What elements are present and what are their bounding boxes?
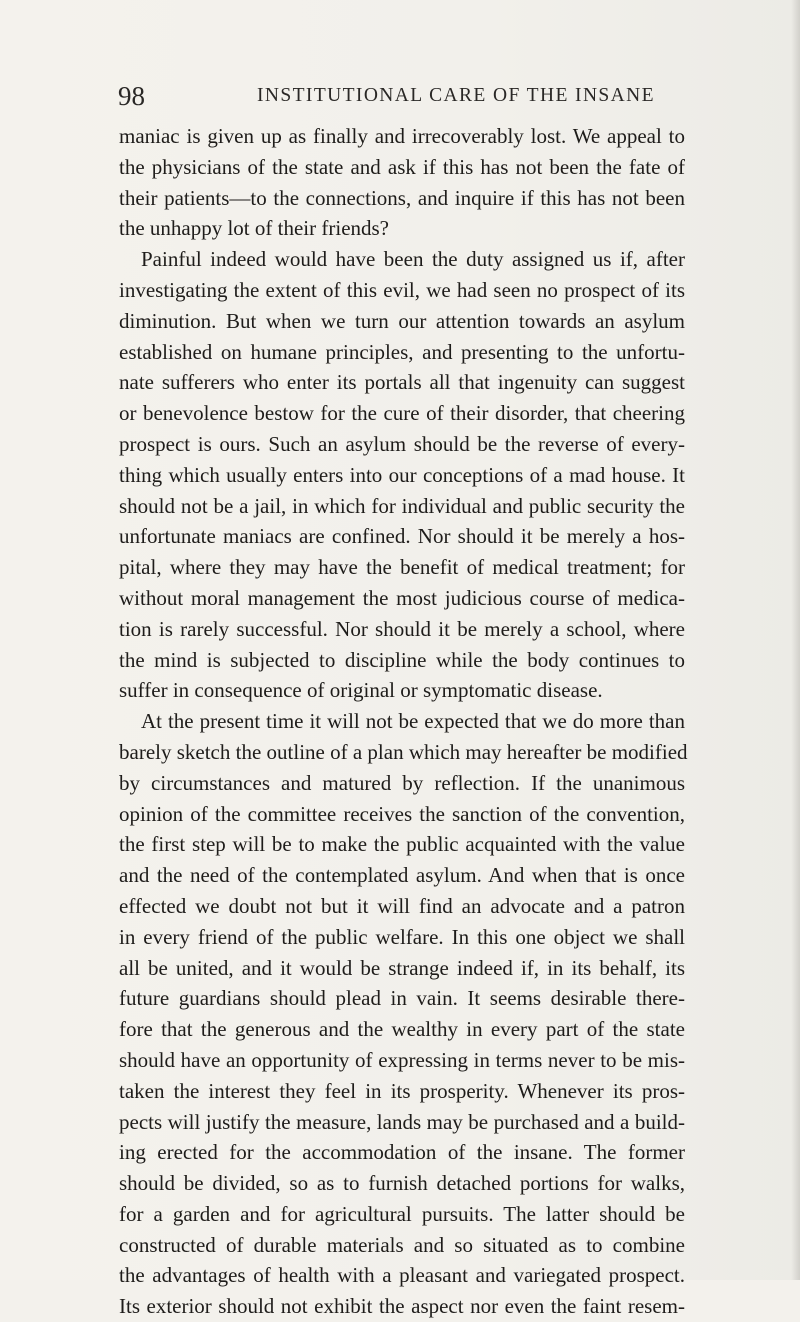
text-line: for a garden and for agricultural pursuits. The latter should be bbox=[119, 1201, 685, 1226]
text-line: investigating the extent of this evil, we had seen no prospect of its bbox=[119, 277, 685, 302]
text-line: pects will justify the measure, lands may be purchased and a build- bbox=[119, 1109, 685, 1134]
body-text bbox=[119, 121, 688, 1322]
text-line: established on humane principles, and presenting to the unfortu- bbox=[119, 339, 685, 364]
text-line: future guardians should plead in vain. It seems desirable there- bbox=[119, 986, 685, 1011]
text-line: opinion of the committee receives the sanction of the convention, bbox=[119, 801, 685, 826]
text-line: At the present time it will not be expected that we do more than bbox=[141, 709, 685, 734]
text-line: all be united, and it would be strange indeed if, in its behalf, its bbox=[119, 955, 685, 980]
text-line: their patients—to the connections, and inquire if this has not been bbox=[119, 185, 685, 210]
page-edge-shadow bbox=[791, 0, 800, 1280]
text-line: the mind is subjected to discipline while the body continues to bbox=[119, 647, 685, 672]
text-line: pital, where they may have the benefit of medical treatment; for bbox=[119, 555, 685, 580]
text-line: or benevolence bestow for the cure of their disorder, that cheering bbox=[119, 401, 685, 426]
text-line: the physicians of the state and ask if this has not been the fate of bbox=[119, 154, 685, 179]
text-line: the first step will be to make the public acquainted with the value bbox=[119, 832, 685, 857]
text-line: maniac is given up as finally and irrecoverably lost. We appeal to bbox=[119, 124, 685, 148]
text-line: should be divided, so as to furnish detached portions for walks, bbox=[119, 1171, 685, 1196]
text-line: prospect is ours. Such an asylum should be the reverse of every- bbox=[119, 431, 685, 456]
text-line: barely sketch the outline of a plan which may hereafter be modified bbox=[119, 739, 688, 764]
text-line: effected we doubt not but it will find an advocate and a patron bbox=[119, 893, 685, 918]
page-number: 98 bbox=[118, 81, 145, 111]
running-head-title: INSTITUTIONAL CARE OF THE INSANE bbox=[257, 85, 655, 106]
text-line: in every friend of the public welfare. In this one object we shall bbox=[119, 924, 685, 949]
text-line: nate sufferers who enter its portals all that ingenuity can suggest bbox=[119, 370, 685, 395]
text-line: ing erected for the accommodation of the insane. The former bbox=[119, 1140, 685, 1165]
text-line: by circumstances and matured by reflection. If the unanimous bbox=[119, 770, 685, 795]
text-line: and the need of the contemplated asylum. And when that is once bbox=[119, 863, 685, 888]
text-line: suffer in consequence of original or symptomatic disease. bbox=[119, 678, 603, 703]
text-line: Its exterior should not exhibit the aspect nor even the faint resem- bbox=[119, 1294, 685, 1319]
text-line: Painful indeed would have been the duty assigned us if, after bbox=[141, 247, 685, 272]
text-line: diminution. But when we turn our attention towards an asylum bbox=[119, 308, 685, 333]
text-line: constructed of durable materials and so situated as to combine bbox=[119, 1232, 685, 1257]
text-line: without moral management the most judicious course of medica- bbox=[119, 585, 685, 610]
text-line: unfortunate maniacs are confined. Nor should it be merely a hos- bbox=[119, 524, 685, 549]
text-line: thing which usually enters into our conceptions of a mad house. It bbox=[119, 462, 685, 487]
text-line: fore that the generous and the wealthy in every part of the state bbox=[119, 1017, 685, 1042]
text-line: the unhappy lot of their friends? bbox=[119, 216, 390, 241]
running-head bbox=[100, 80, 680, 112]
text-line: should not be a jail, in which for individual and public security the bbox=[119, 493, 685, 518]
text-line: should have an opportunity of expressing in terms never to be mis- bbox=[119, 1047, 685, 1072]
text-line: the advantages of health with a pleasant and variegated prospect. bbox=[119, 1263, 685, 1288]
text-line: taken the interest they feel in its prosperity. Whenever its pros- bbox=[119, 1078, 685, 1103]
text-line: tion is rarely successful. Nor should it be merely a school, where bbox=[119, 616, 685, 641]
